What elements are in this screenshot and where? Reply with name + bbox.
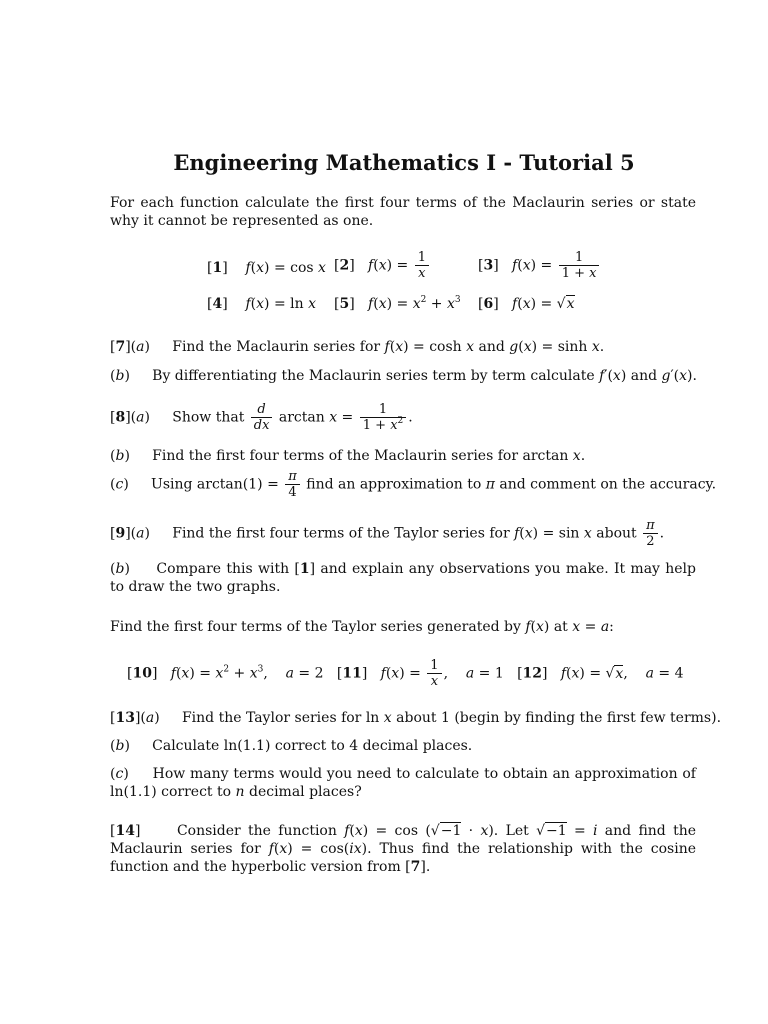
function-4: [4] f(x) = ln x [207, 296, 316, 312]
question-13c: (c) How many terms would you need to calculate to obtain an approximation of ln(1.1) correct to n decimal places? [110, 766, 696, 800]
function-1: [1] f(x) = cos x [207, 260, 326, 276]
function-3: [3] f(x) = $\frac{1}{1 + x}$ [478, 250, 601, 281]
question-7a: [7](a) Find the Maclaurin series for f(x) = cosh x and g(x) = sinh x. [110, 339, 605, 355]
function-2: [2] f(x) = $\frac{1}{x}$ [334, 250, 431, 281]
question-13a: [13](a) Find the Taylor series for ln x about 1 (begin by finding the first few terms). [110, 710, 722, 726]
intro-paragraph: For each function calculate the first four terms of the Maclaurin series or state why it cannot be represented as one. [110, 195, 696, 229]
question-9b: (b) Compare this with [1] and explain any observations you make. It may help to draw the two graphs. [110, 561, 696, 595]
taylor-intro: Find the first four terms of the Taylor series generated by f(x) at x = a: [110, 619, 614, 635]
question-8c: (c) Using arctan(1) = $\frac{\pi}{4}$ find an approximation to π and comment on the accuracy. [110, 469, 717, 500]
question-7b: (b) By differentiating the Maclaurin series term by term calculate f′(x) and g′(x). [110, 368, 697, 384]
page-title: Engineering Mathematics I - Tutorial 5 [173, 150, 635, 175]
question-8a: [8](a) Show that $\frac{d}{dx}$ arctan x = $\frac{1}{1 + x^2}$ . [110, 402, 413, 433]
question-8b: (b) Find the first four terms of the Maclaurin series for arctan x. [110, 448, 586, 464]
question-13b: (b) Calculate ln(1.1) correct to 4 decimal places. [110, 738, 473, 754]
question-14: [14] Consider the function f(x) = cos (√−1 · x). Let √−1 = i and find the Maclaurin series for f(x) = cos(ix). Thus find the relationship with the cosine function and the hyperbolic version from [7]. [110, 823, 697, 875]
function-5: [5] $f(x) = x^2 + x^3$ [334, 295, 461, 312]
function-6: [6] f(x) = √x [478, 296, 575, 312]
question-9a: [9](a) Find the first four terms of the Taylor series for f(x) = sin x about $\frac{\pi}{2}$ . [110, 518, 665, 549]
taylor-items-row: [10] $f(x) = x^2 + x^3$, a = 2 [11] f(x) = $\frac{1}{x}$ , a = 1 [12] f(x) = √x, a = 4 [127, 658, 684, 689]
